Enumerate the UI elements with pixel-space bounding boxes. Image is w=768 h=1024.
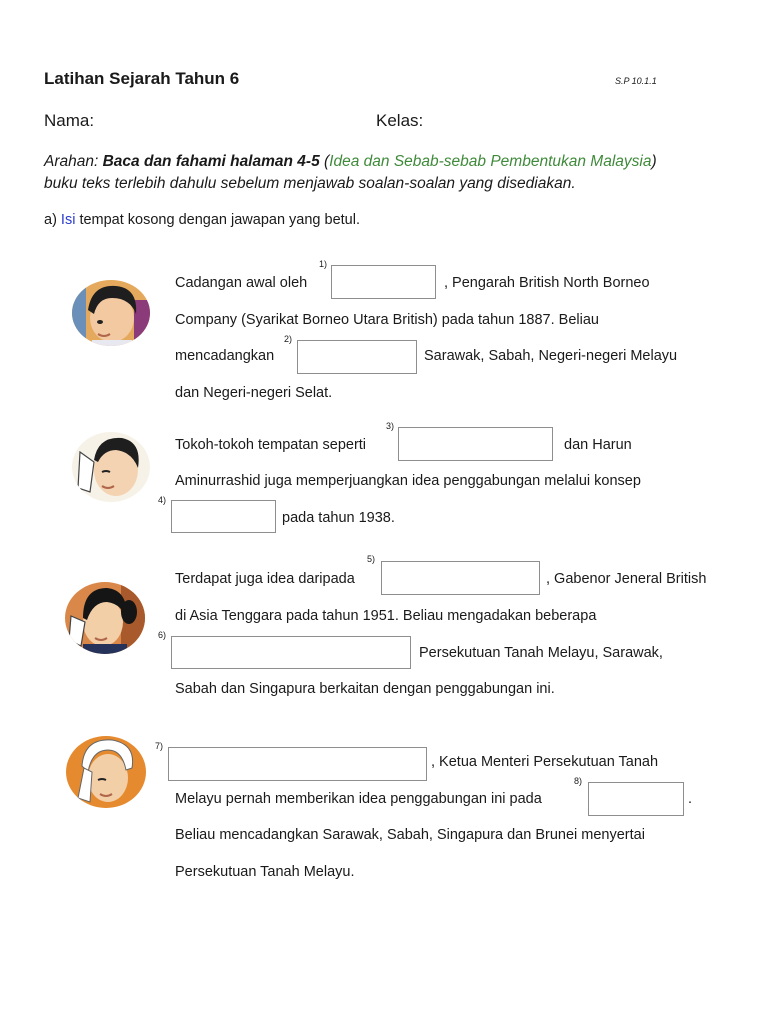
section1-line3-end: Sarawak, Sabah, Negeri-negeri Melayu: [424, 348, 678, 364]
section3-line4: Sabah dan Singapura berkaitan dengan penggabungan ini.: [175, 681, 555, 697]
section3-line2: di Asia Tenggara pada tahun 1951. Beliau mengadakan beberapa: [175, 608, 597, 624]
answer-blank-7[interactable]: [168, 747, 427, 781]
section4-line1: , Ketua Menteri Persekutuan Tanah: [431, 754, 659, 770]
section1-line2: Company (Syarikat Borneo Utara British) pada tahun 1887. Beliau: [175, 312, 599, 328]
section4-line2-end: .: [688, 791, 693, 807]
name-label: Nama:: [44, 111, 95, 130]
section4-line2-start: Melayu pernah memberikan idea penggabungan ini pada: [175, 791, 542, 807]
instructions: [44, 151, 744, 195]
answer-blank-1[interactable]: [331, 265, 436, 299]
blank-number: 6): [158, 630, 167, 640]
class-label: Kelas:: [376, 111, 424, 130]
instructions-open-paren: (: [319, 153, 330, 170]
section1-line1-end: , Pengarah British North Borneo: [444, 275, 650, 291]
section2-line1-end: dan Harun: [564, 437, 632, 453]
blank-number: 8): [574, 776, 583, 786]
answer-blank-3[interactable]: [398, 427, 553, 461]
section1-line4: dan Negeri-negeri Selat.: [175, 385, 333, 401]
blank-number: 2): [284, 334, 293, 344]
avatar-boy-1: [72, 280, 150, 346]
girl-portrait-icon: [65, 582, 145, 654]
blank-number: 7): [155, 741, 164, 751]
syllabus-code: S.P 10.1.1: [615, 76, 657, 86]
avatar-man-2: [72, 432, 150, 502]
section1-line3-start: mencadangkan: [175, 348, 275, 364]
blank-number: 3): [386, 421, 395, 431]
instructions-prefix: Arahan:: [44, 153, 103, 170]
instructions-bold: Baca dan fahami halaman 4-5: [102, 153, 320, 170]
boy-portrait-icon: [72, 280, 150, 346]
avatar-girl-3: [65, 582, 145, 654]
answer-blank-2[interactable]: [297, 340, 417, 374]
section1-line1-start: Cadangan awal oleh: [175, 275, 308, 291]
blank-number: 1): [319, 259, 328, 269]
section4-line4: Persekutuan Tanah Melayu.: [175, 864, 355, 880]
section2-line1-start: Tokoh-tokoh tempatan seperti: [175, 437, 367, 453]
answer-blank-4[interactable]: [171, 500, 276, 533]
section4-line3: Beliau mencadangkan Sarawak, Sabah, Singapura dan Brunei menyertai: [175, 827, 645, 843]
question-label: [44, 212, 360, 228]
man-portrait-icon: [72, 432, 150, 502]
section2-line3: pada tahun 1938.: [282, 510, 395, 526]
section3-line1-end: , Gabenor Jeneral British: [546, 571, 707, 587]
answer-blank-8[interactable]: [588, 782, 684, 816]
avatar-man-4: [66, 736, 146, 808]
blank-number: 4): [158, 495, 167, 505]
answer-blank-6[interactable]: [171, 636, 411, 669]
worksheet-title: Latihan Sejarah Tahun 6: [44, 69, 240, 88]
blank-number: 5): [367, 554, 376, 564]
section3-line3: Persekutuan Tanah Melayu, Sarawak,: [419, 645, 663, 661]
question-rest: tempat kosong dengan jawapan yang betul.: [75, 212, 360, 228]
instructions-close-paren: ): [651, 153, 657, 170]
section3-line1-start: Terdapat juga idea daripada: [175, 571, 355, 587]
man-with-cap-portrait-icon: [66, 736, 146, 808]
instructions-topic: Idea dan Sebab-sebab Pembentukan Malaysia: [329, 153, 652, 170]
question-prefix: a): [44, 212, 61, 228]
question-keyword: Isi: [60, 212, 76, 228]
section2-line2: Aminurrashid juga memperjuangkan idea penggabungan melalui konsep: [175, 473, 641, 489]
instructions-line2: buku teks terlebih dahulu sebelum menjawab soalan-soalan yang disediakan.: [44, 175, 576, 192]
answer-blank-5[interactable]: [381, 561, 540, 595]
